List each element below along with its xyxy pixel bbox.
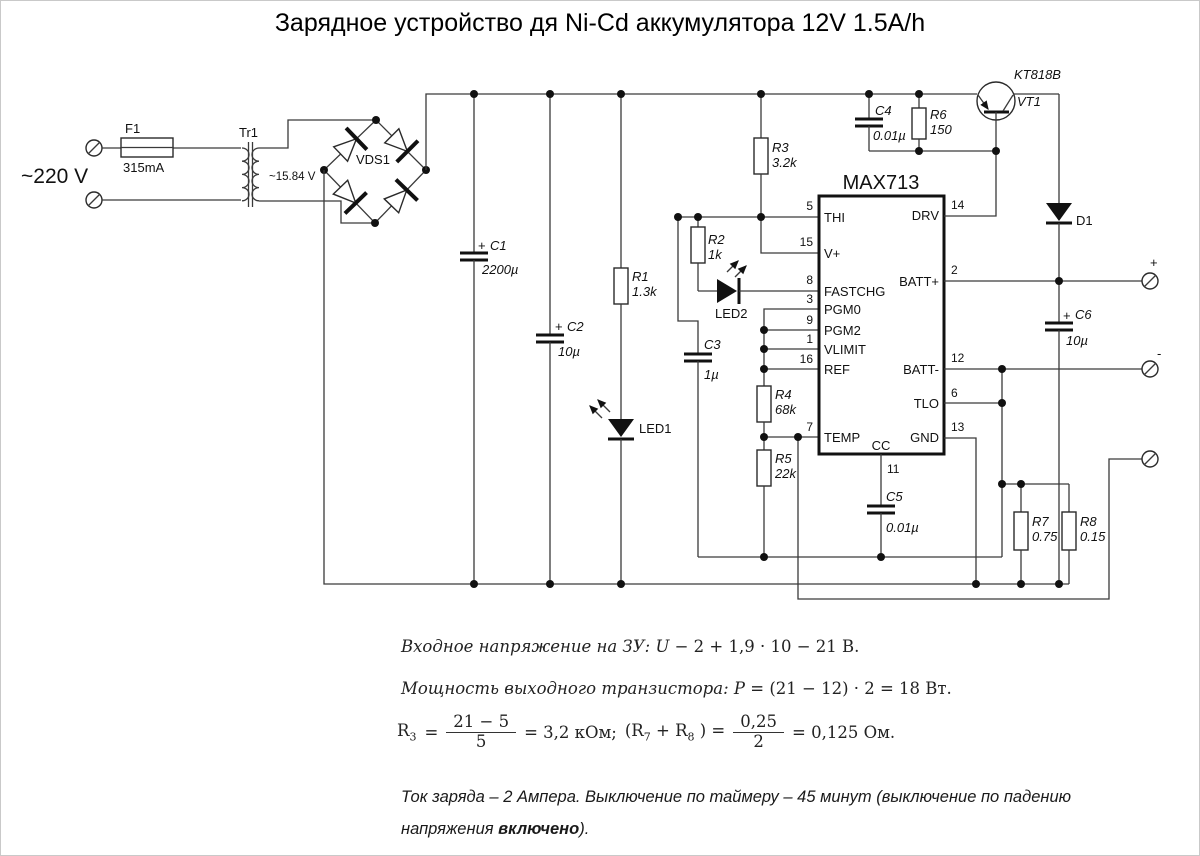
capacitor-c3 [678,217,721,557]
pin-label-drv: DRV [911,208,939,223]
pin-label-battminus: BATT- [903,362,939,377]
resistor-r5 [757,450,797,557]
f3-result2: = 0,125 Ом. [792,722,896,742]
pin-label-cc: CC [871,438,891,453]
resistor-r7 [1014,484,1058,584]
pin-label-pgm0: PGM0 [824,302,861,317]
c6-ref-label: C6 [1075,307,1092,322]
pin-num: 16 [799,352,813,366]
note1-var: U [655,637,670,656]
terminal-temp [1142,451,1158,467]
f3-num2: 0,25 [733,713,784,733]
pin-label-battplus: BATT+ [899,274,939,289]
vt1-ref-label: VT1 [1017,94,1041,109]
secondary-voltage-label: ~15.84 V [269,171,316,183]
pin-label-tlo: TLO [913,396,939,411]
fraction [446,713,516,752]
pin-num: 15 [799,235,813,249]
pin-num: 14 [951,198,965,212]
transistor-vt1 [977,67,1061,151]
pin-num: 2 [951,263,958,277]
c6-value-label: 10µ [1066,333,1088,348]
vt1-type-label: KT818B [1014,67,1061,82]
resistor-r1 [614,94,658,304]
pin-num: 11 [887,462,900,476]
f3-open: (R [624,721,644,741]
ic-max713 [800,172,965,476]
note-transistor-power [401,679,952,698]
schematic-canvas [1,1,1199,626]
fuse-ref-label: F1 [125,121,141,136]
f3-plus: + R [656,721,688,741]
r2-ref-label: R2 [708,232,725,247]
note2-formula: = (21 − 12) · 2 = 18 Вт. [750,679,952,698]
note4-bold: включено [498,820,580,839]
pin-num: 6 [951,386,958,400]
mains-voltage-label: ~220 V [21,165,89,188]
f3-num1: 21 − 5 [446,713,516,733]
resistor-r2 [691,217,725,291]
c1-ref-label: C1 [490,238,507,253]
pin-label-vplus: V+ [824,246,841,261]
plus-terminal-label: + [1150,255,1158,270]
f3-sub7: 7 [643,730,651,744]
pin-num: 3 [806,292,813,306]
pin-num: 8 [806,273,813,287]
c2-polarity: + [555,319,563,334]
pin-num: 12 [951,351,965,365]
r4-ref-label: R4 [775,387,792,402]
ac-input-terminals [86,140,102,208]
led2 [698,261,819,321]
r1-ref-label: R1 [632,269,649,284]
c5-ref-label: C5 [886,489,903,504]
d1-ref-label: D1 [1076,213,1093,228]
diode-d1 [1046,94,1093,281]
terminal-plus [1142,255,1158,289]
c5-value-label: 0.01µ [886,520,919,535]
note4-end: ). [579,820,590,839]
pin-label-ref: REF [824,362,850,377]
f3-sub3: 3 [409,730,417,744]
pin-label-vlimit: VLIMIT [824,342,866,357]
note-charge-current [401,781,1073,845]
fuse-value-label: 315mA [123,160,165,175]
c4-value-label: 0.01µ [873,128,906,143]
pin-num: 9 [806,313,813,327]
pin-label-fastchg: FASTCHG [824,284,886,299]
r8-value-label: 0.15 [1080,529,1106,544]
page-title: Зарядное устройство дя Ni-Cd аккумулятора 12V 1.5A/h [274,9,926,37]
r8-ref-label: R8 [1080,514,1097,529]
note-resistor-formula [397,713,895,752]
pin-num: 13 [951,420,965,434]
pin-label-thi: THI [824,210,845,225]
pin-num: 7 [806,420,813,434]
led1 [590,304,672,584]
note4-text: Ток заряда – 2 Ампера. Выключение по таймеру – 45 минут (выключение по падению напряжения [401,788,1072,839]
led1-ref-label: LED1 [639,421,672,436]
c4-ref-label: C4 [875,103,892,118]
f3-sub8: 8 [687,730,695,744]
minus-terminal-label: - [1157,346,1162,361]
capacitor-c1 [460,94,518,584]
terminal-minus [1142,346,1161,377]
led2-ref-label: LED2 [715,306,748,321]
r7-ref-label: R7 [1032,514,1049,529]
note-input-voltage [401,637,859,656]
f3-den1: 5 [475,731,487,751]
r2-value-label: 1k [708,247,722,262]
pin-num: 1 [806,332,813,346]
note1-label: Входное напряжение на ЗУ: [401,637,651,656]
f3-result1: = 3,2 кОм; [524,722,617,742]
c1-polarity: + [478,238,486,253]
fraction [733,713,784,752]
r3-value-label: 3.2k [772,155,797,170]
r6-value-label: 150 [930,122,952,137]
bridge-ref-label: VDS1 [356,152,390,167]
r5-ref-label: R5 [775,451,792,466]
c1-value-label: 2200µ [482,262,519,277]
note2-label: Мощность выходного транзистора: [401,679,729,698]
f3-eq: = [424,722,439,742]
pin-label-gnd: GND [910,430,939,445]
f3-den2: 2 [753,731,764,751]
r4-value-label: 68k [775,402,796,417]
f3-close: ) = [699,721,726,741]
resistor-r8 [1062,484,1106,584]
resistor-r3 [754,94,798,217]
r1-value-label: 1.3k [632,284,657,299]
r6-ref-label: R6 [930,107,947,122]
r5-value-label: 22k [775,466,796,481]
f3-r: R [397,721,410,741]
c2-ref-label: C2 [567,319,584,334]
resistor-r6 [912,94,952,151]
pin-num: 5 [806,199,813,213]
note1-formula: − 2 + 1,9 · 10 − 21 В. [674,637,860,656]
c2-value-label: 10µ [558,344,580,359]
c3-ref-label: C3 [704,337,721,352]
capacitor-c4 [855,94,906,151]
note2-var: P [733,679,745,698]
pin-label-pgm2: PGM2 [824,323,861,338]
capacitor-c2 [536,94,584,584]
ic-name-label: MAX713 [842,172,920,194]
r7-value-label: 0.75 [1032,529,1058,544]
pin-label-temp: TEMP [824,430,861,445]
c3-value-label: 1µ [704,367,719,382]
r3-ref-label: R3 [772,140,789,155]
bridge-rectifier-vds1 [320,116,430,227]
transformer-tr1 [239,125,316,207]
c6-polarity: + [1063,308,1071,323]
transformer-ref-label: Tr1 [239,125,259,140]
fuse-f1 [121,121,173,175]
